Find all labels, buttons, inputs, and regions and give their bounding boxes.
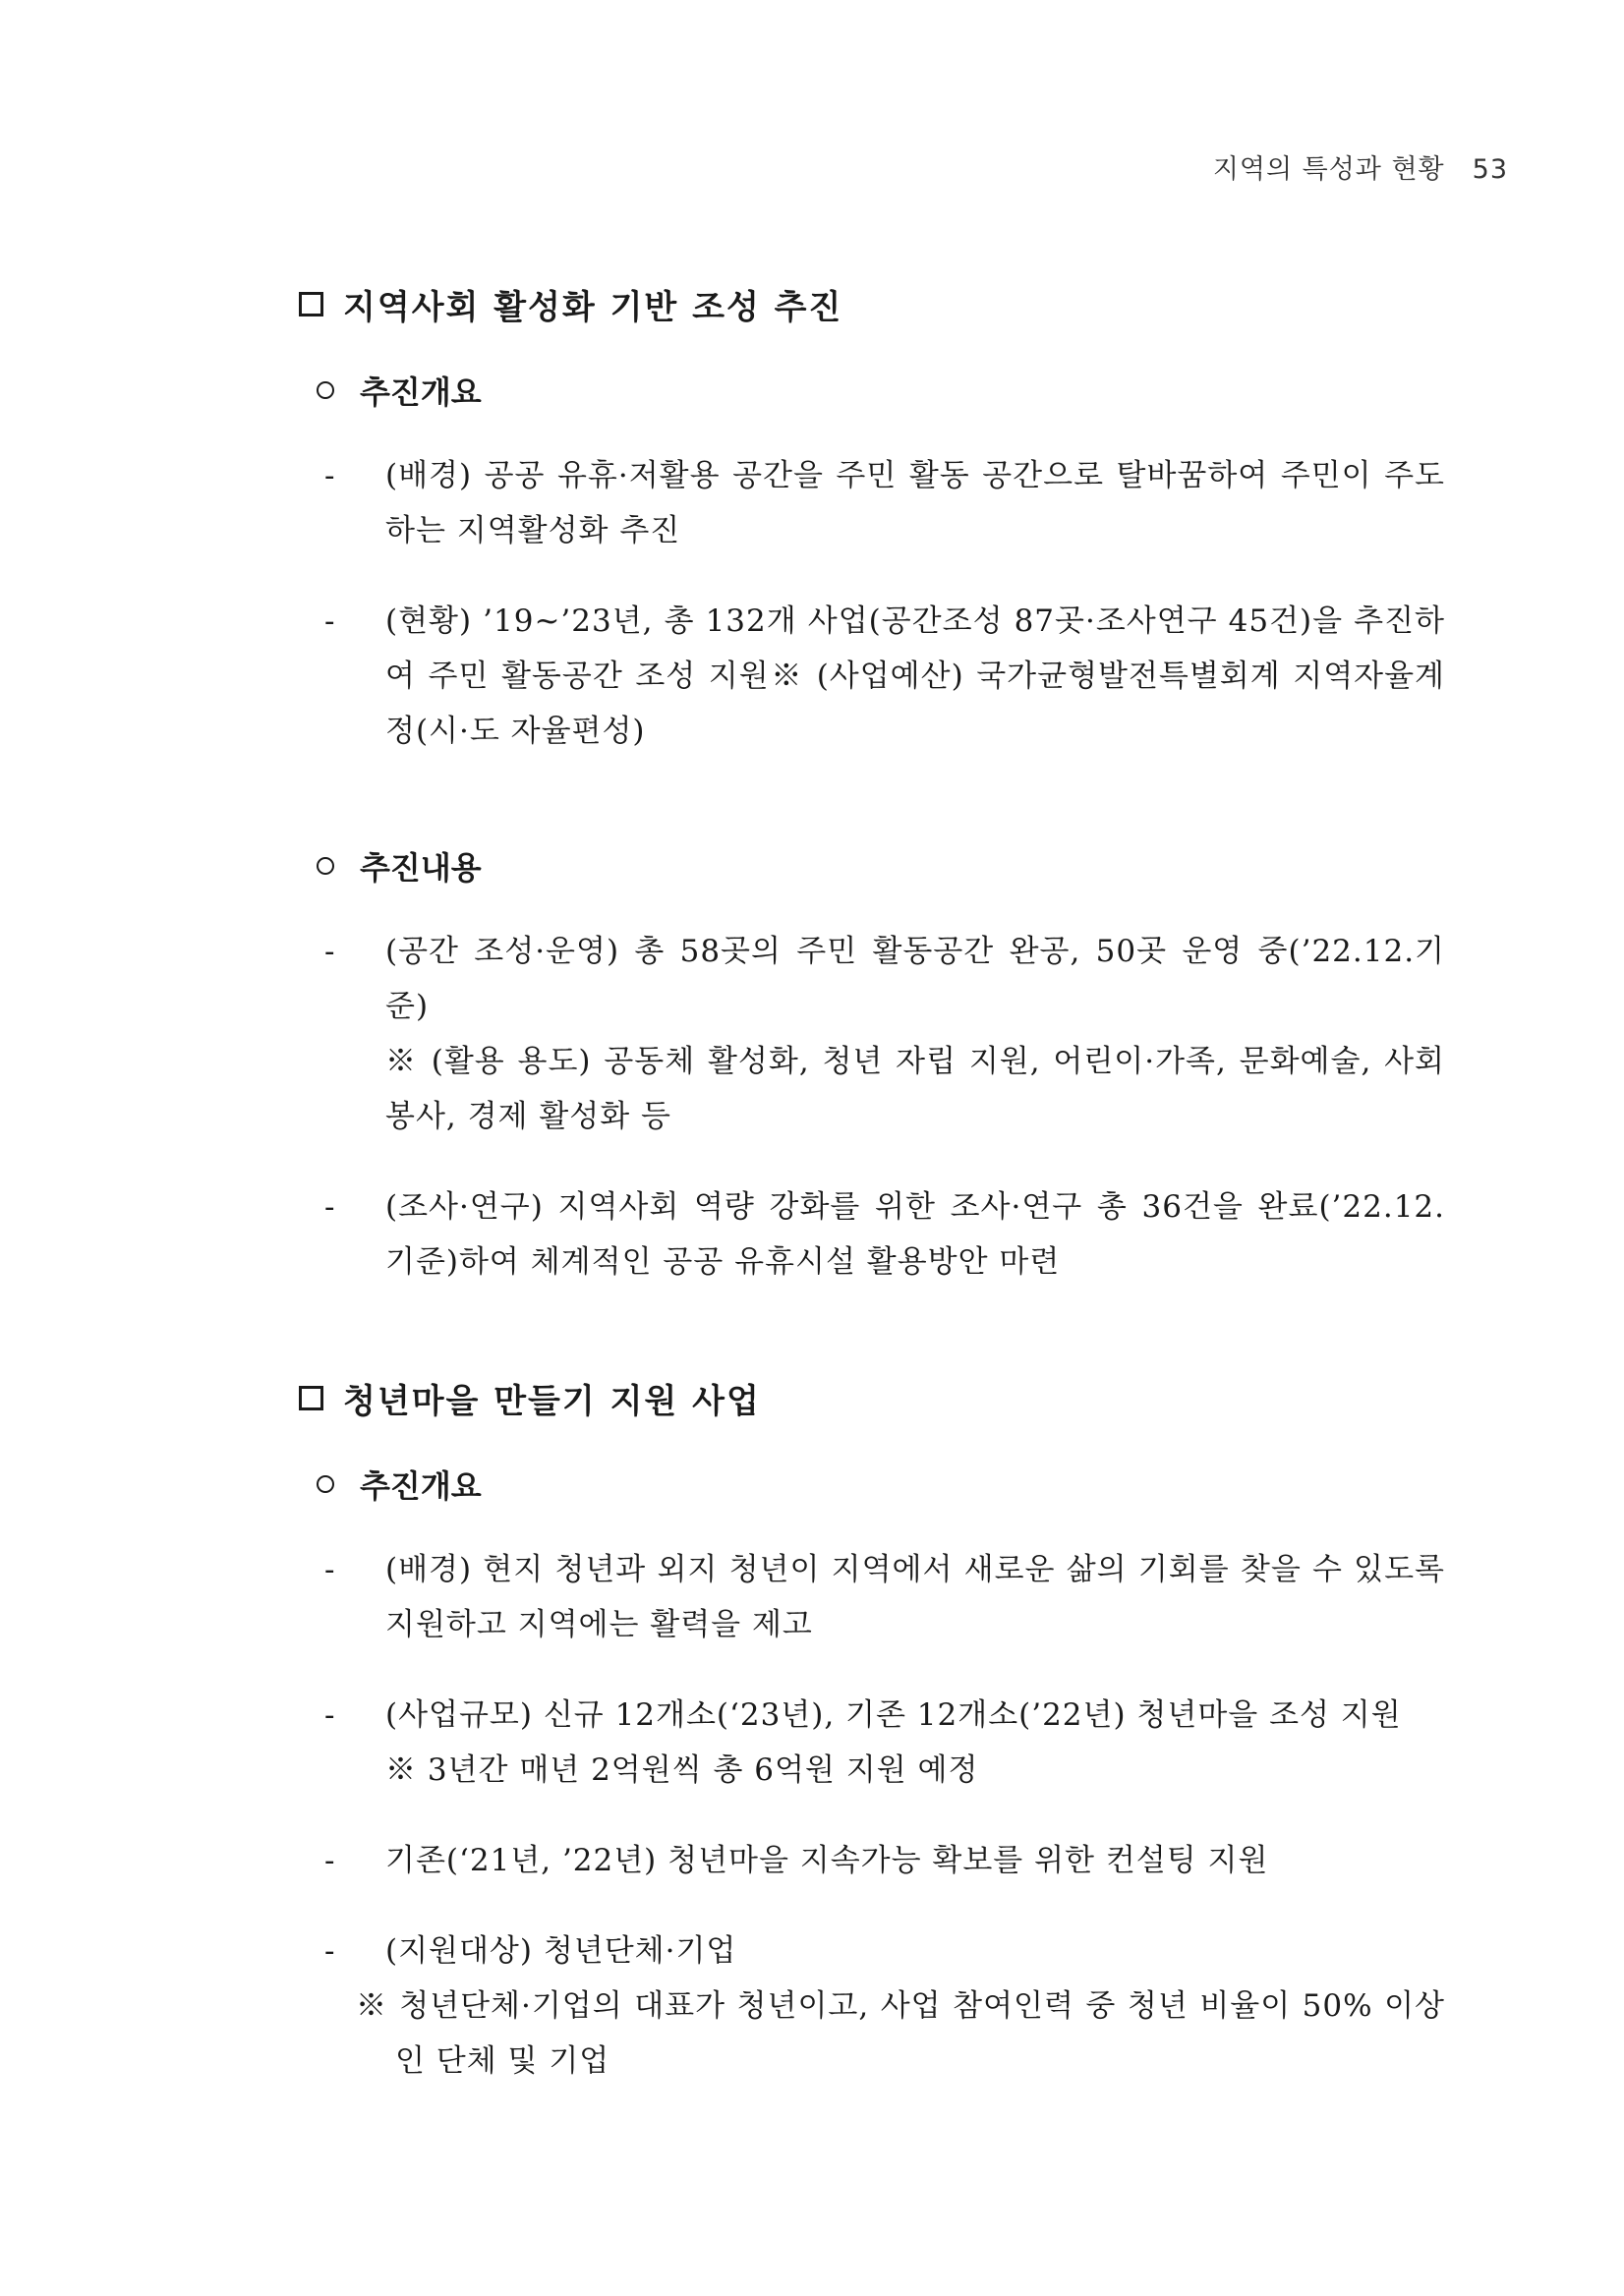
dash-bullet: -: [324, 1697, 336, 1733]
running-header: [1213, 147, 1508, 186]
page-number: 53: [1472, 154, 1508, 185]
dash-bullet: -: [324, 1189, 336, 1225]
item-text: (배경) 공공 유휴·저활용 공간을 주민 활동 공간으로 탈바꿈하여 주민이 주도하는 지역활성화 추진: [385, 458, 1445, 548]
circle-bullet-icon: [317, 381, 334, 399]
list-item: [324, 1542, 1445, 1652]
circle-bullet-icon: [317, 857, 334, 875]
item-text: (배경) 현지 청년과 외지 청년이 지역에서 새로운 삶의 기회를 찾을 수 있도록 지원하고 지역에는 활력을 제고: [385, 1552, 1445, 1642]
item-text: (지원대상) 청년단체·기업: [385, 1933, 737, 1969]
section-heading-text: 지역사회 활성화 기반 조성 추진: [343, 288, 843, 327]
dash-bullet: -: [324, 1552, 336, 1587]
sub-heading-content: [317, 843, 1445, 889]
list-item: [324, 448, 1445, 558]
item-text: 기존(‘21년, ’22년) 청년마을 지속가능 확보를 위한 컨설팅 지원: [385, 1843, 1269, 1878]
item-text: (사업규모) 신규 12개소(‘23년), 기존 12개소(’22년) 청년마을 조성 지원: [385, 1697, 1402, 1733]
main-content: [295, 280, 1445, 2089]
dash-bullet: -: [324, 603, 336, 639]
sub-heading-overview-2: [317, 1462, 1445, 1507]
sub-heading-text: 추진개요: [360, 1467, 482, 1505]
dash-bullet: -: [324, 1933, 336, 1969]
sub-heading-text: 추진개요: [360, 373, 482, 411]
item-note: ※ (활용 용도) 공동체 활성화, 청년 자립 지원, 어린이·가족, 문화예술, 사회봉사, 경제 활성화 등: [385, 1044, 1445, 1134]
section-heading-1: [295, 280, 1445, 328]
list-item: [324, 1688, 1445, 1743]
sub-heading-overview: [317, 368, 1445, 413]
dash-bullet: -: [324, 458, 336, 493]
list-item: [324, 1833, 1445, 1888]
square-bullet-icon: [299, 292, 323, 316]
list-item: [324, 924, 1445, 1034]
dash-bullet: -: [324, 934, 336, 969]
item-text: (조사·연구) 지역사회 역량 강화를 위한 조사·연구 총 36건을 완료(’22.12.기준)하여 체계적인 공공 유휴시설 활용방안 마련: [385, 1189, 1445, 1280]
list-item: [324, 1923, 1445, 1979]
section-heading-2: [295, 1374, 1445, 1422]
item-note: ※ 3년간 매년 2억원씩 총 6억원 지원 예정: [385, 1752, 979, 1788]
header-title: 지역의 특성과 현황: [1212, 154, 1445, 185]
item-text: (공간 조성·운영) 총 58곳의 주민 활동공간 완공, 50곳 운영 중(’22.12.기준): [385, 934, 1445, 1024]
section-heading-text: 청년마을 만들기 지원 사업: [343, 1382, 761, 1421]
square-bullet-icon: [299, 1386, 323, 1410]
sub-heading-text: 추진내용: [360, 849, 482, 887]
dash-bullet: -: [324, 1843, 336, 1878]
circle-bullet-icon: [317, 1475, 334, 1493]
item-note: ※ 청년단체·기업의 대표가 청년이고, 사업 참여인력 중 청년 비율이 50% 이상인 단체 및 기업: [356, 1988, 1445, 2079]
item-text: (현황) ’19~’23년, 총 132개 사업(공간조성 87곳·조사연구 45건)을 추진하여 주민 활동공간 조성 지원※ (사업예산) 국가균형발전특별회계 지역자율계정(시·도 자율편성): [385, 603, 1445, 749]
list-item: [324, 1179, 1445, 1290]
list-item: [324, 594, 1445, 759]
